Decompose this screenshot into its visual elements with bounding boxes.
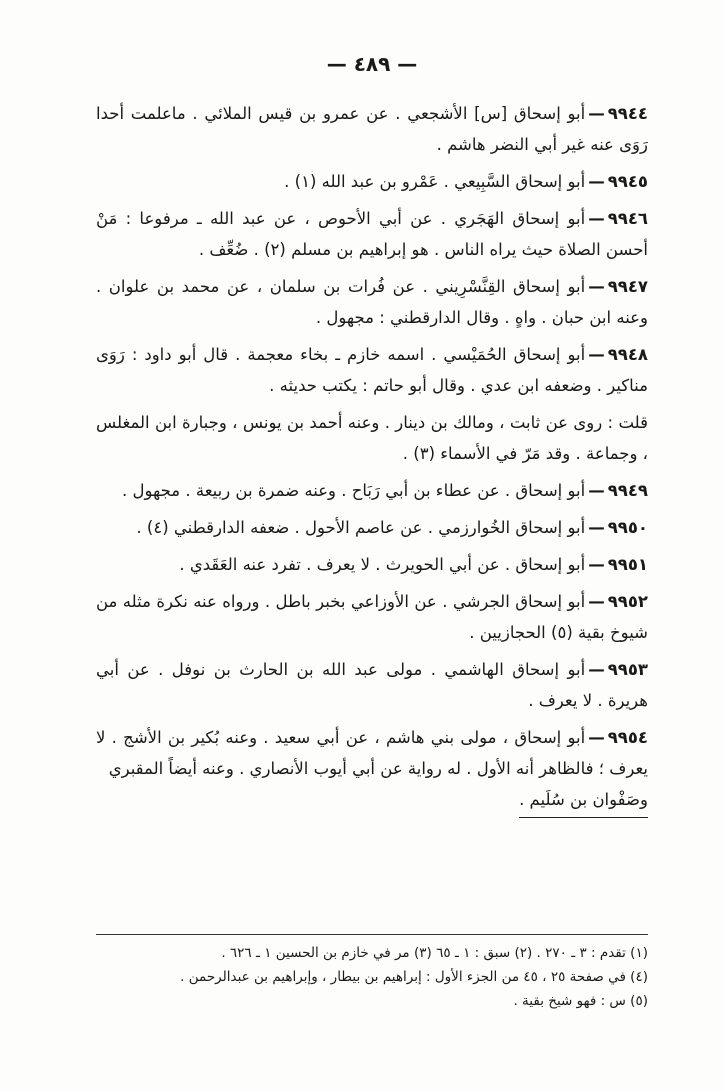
entry-number: ٩٩٤٩ (607, 481, 648, 500)
entry-9954: ٩٩٥٤—أبو إسحاق ، مولى بني هاشم ، عن أبي سعيد . وعنه بُكير بن الأشج . لا يعرف ؛ فالظاهر أنه الأول . له رواية عن أبي أيوب الأنصاري . وعنه أيضاً المقبري وصَفْوان بن سُلَيم . (96, 722, 648, 818)
entry-number: ٩٩٤٦ (607, 209, 648, 228)
entry-number: ٩٩٥٣ (607, 660, 648, 679)
entry-text: أبو إسحاق ، مولى بني هاشم ، عن أبي سعيد . وعنه بُكير بن الأشج . لا يعرف ؛ فالظاهر أنه الأول . له رواية عن أبي أيوب الأنصاري . وعنه أيضاً المقبري (96, 728, 648, 778)
entries-block-2 (96, 475, 648, 818)
entry-text: أبو إسحاق الحُمَيْسي . اسمه خازم ـ بخاء معجمة . قال أبو داود : رَوَى مناكير . وضعفه ابن عدي . وقال أبو حاتم : يكتب حديثه . (96, 345, 648, 395)
entry-last-line: وصَفْوان بن سُلَيم . (519, 784, 648, 818)
entry-number: ٩٩٤٧ (607, 277, 648, 296)
entry-text: أبو إسحاق السَّبِيعي . عَمْرو بن عبد الله (١) . (284, 172, 586, 191)
entry-9947: ٩٩٤٧—أبو إسحاق القِنَّسْرِيني . عن فُرات بن سلمان ، عن محمد بن علوان . وعنه ابن حبان . واهٍ . وقال الدارقطني : مجهول . (96, 277, 648, 327)
entry-9944: ٩٩٤٤—أبو إسحاق [س] الأشجعي . عن عمرو بن قيس الملائي . ماعلمت أحدا رَوَى عنه غير أبي النضر هاشم . (96, 104, 648, 154)
entry-text: أبو إسحاق . عن أبي الحويرث . لا يعرف . تفرد عنه العَقَدي . (179, 555, 586, 574)
entry-9953: ٩٩٥٣—أبو إسحاق الهاشمي . مولى عبد الله بن الحارث بن نوفل . عن أبي هريرة . لا يعرف . (96, 660, 648, 710)
entry-number: ٩٩٤٤ (607, 104, 648, 123)
entries-block-1 (96, 98, 648, 401)
entry-number: ٩٩٤٨ (607, 345, 648, 364)
entry-text: أبو إسحاق الهَجَري . عن أبي الأحوص ، عن عبد الله ـ مرفوعا : مَنْ أحسن الصلاة حيث يراه الناس . هو إبراهيم بن مسلم (٢) . ضُعِّف . (96, 209, 648, 259)
entry-text: أبو إسحاق الخُوارزمي . عن عاصم الأحول . ضعفه الدارقطني (٤) . (136, 518, 586, 537)
entry-number: ٩٩٥٢ (607, 592, 648, 611)
entry-number: ٩٩٥٤ (607, 728, 648, 747)
entry-9946: ٩٩٤٦—أبو إسحاق الهَجَري . عن أبي الأحوص ، عن عبد الله ـ مرفوعا : مَنْ أحسن الصلاة حيث يراه الناس . هو إبراهيم بن مسلم (٢) . ضُعِّف . (96, 209, 648, 259)
page-number: — ٤٨٩ — (326, 52, 418, 76)
entry-9948: ٩٩٤٨—أبو إسحاق الحُمَيْسي . اسمه خازم ـ بخاء معجمة . قال أبو داود : رَوَى مناكير . وضعفه ابن عدي . وقال أبو حاتم : يكتب حديثه . (96, 345, 648, 395)
entry-9945: ٩٩٤٥—أبو إسحاق السَّبِيعي . عَمْرو بن عبد الله (١) . (284, 172, 648, 191)
footnote-line: (٤) في صفحة ٢٥ ، ٤٥ من الجزء الأول : إبراهيم بن بيطار ، وإبراهيم بن عبدالرحمن . (180, 969, 648, 985)
entry-text: أبو إسحاق القِنَّسْرِيني . عن فُرات بن سلمان ، عن محمد بن علوان . وعنه ابن حبان . واهٍ . وقال الدارقطني : مجهول . (96, 277, 648, 327)
entry-9951: ٩٩٥١—أبو إسحاق . عن أبي الحويرث . لا يعرف . تفرد عنه العَقَدي . (179, 555, 648, 574)
entry-text: أبو إسحاق [س] الأشجعي . عن عمرو بن قيس الملائي . ماعلمت أحدا رَوَى عنه غير أبي النضر هاشم . (96, 104, 648, 154)
entry-9949: ٩٩٤٩—أبو إسحاق . عن عطاء بن أبي رَبَاح . وعنه ضمرة بن ربيعة . مجهول . (122, 481, 648, 500)
entry-text: أبو إسحاق الهاشمي . مولى عبد الله بن الحارث بن نوفل . عن أبي هريرة . لا يعرف . (96, 660, 648, 710)
entry-9952: ٩٩٥٢—أبو إسحاق الجرشي . عن الأوزاعي بخبر باطل . ورواه عنه نكرة مثله من شيوخ بقية (٥) الحجازيين . (96, 592, 648, 642)
editor-note: قلت : روى عن ثابت ، ومالك بن دينار . وعنه أحمد بن يونس ، وجبارة ابن المغلس ، وجماعة . وقد مَرّ في الأسماء (٣) . (96, 413, 648, 463)
entry-number: ٩٩٤٥ (607, 172, 648, 191)
entry-number: ٩٩٥١ (607, 555, 648, 574)
entry-number: ٩٩٥٠ (607, 518, 648, 537)
footnote-line: (٥) س : فهو شيخ بقية . (513, 993, 648, 1009)
footnotes (96, 934, 648, 1013)
entry-text: أبو إسحاق الجرشي . عن الأوزاعي بخبر باطل . ورواه عنه نكرة مثله من شيوخ بقية (٥) الحجازيين . (96, 592, 648, 642)
footnote-line: (١) تقدم : ٣ ـ ٢٧٠ . (٢) سبق : ١ ـ ٦٥ (٣) مر في خازم بن الحسين ١ ـ ٦٢٦ . (221, 945, 648, 961)
entry-text: أبو إسحاق . عن عطاء بن أبي رَبَاح . وعنه ضمرة بن ربيعة . مجهول . (122, 481, 586, 500)
entry-9950: ٩٩٥٠—أبو إسحاق الخُوارزمي . عن عاصم الأحول . ضعفه الدارقطني (٤) . (136, 518, 648, 537)
